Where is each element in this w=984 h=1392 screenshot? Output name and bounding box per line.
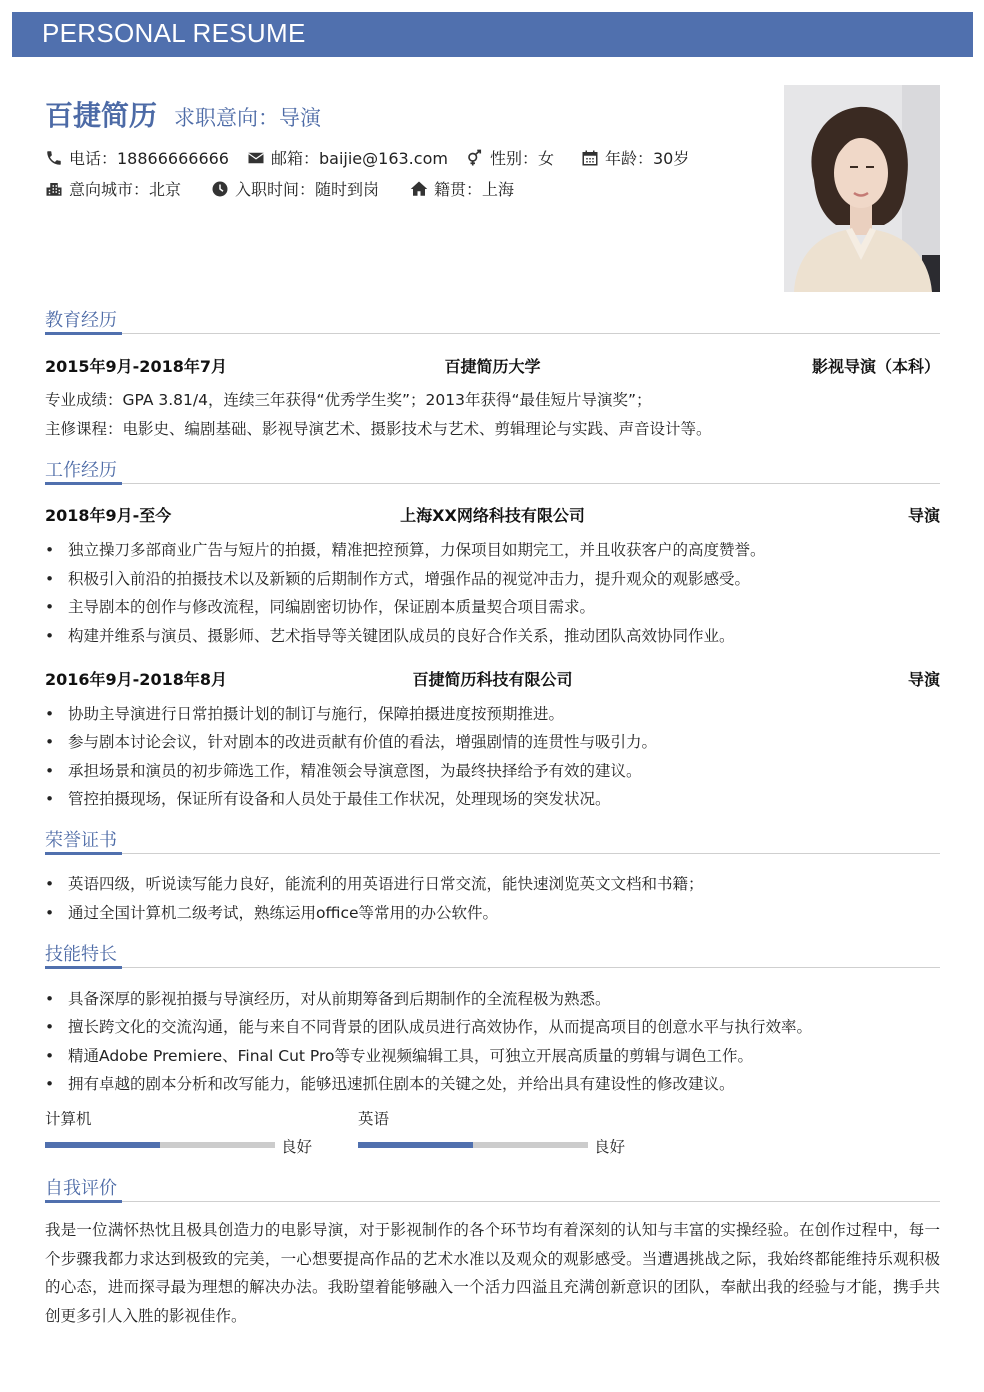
skill-bar (358, 1142, 588, 1148)
banner-title: PERSONAL RESUME (42, 18, 306, 48)
age-info (581, 146, 689, 169)
education-section-title: 教育经历 (45, 310, 117, 331)
job-role: 导演 (907, 506, 940, 525)
list-item: • 协助主导演进行日常拍摄计划的制订与施行，保障拍摄进度按预期推进。 (45, 705, 565, 723)
skill-bar-fill (358, 1142, 473, 1148)
age-text: 年龄：30岁 (605, 149, 690, 168)
list-item: • 积极引入前沿的拍摄技术以及新颖的后期制作方式，增强作品的视觉冲击力，提升观众的观影感受。 (45, 570, 751, 588)
skill-bar (45, 1142, 275, 1148)
calendar-icon (581, 149, 599, 167)
education-school: 百捷简历大学 (444, 357, 541, 376)
gender-info (466, 146, 554, 169)
job-period: 2016年9月-2018年8月 (45, 670, 227, 689)
header-banner (12, 12, 973, 57)
gender-icon (466, 149, 484, 167)
skills-accent-bar (45, 966, 122, 969)
job-row (45, 503, 940, 527)
self-section-title: 自我评价 (45, 1178, 117, 1199)
education-accent-bar (45, 332, 122, 335)
skills-section-title: 技能特长 (45, 944, 117, 965)
education-major: 影视导演（本科） (811, 357, 940, 376)
self-divider (45, 1201, 940, 1202)
skill-level: 良好 (594, 1138, 626, 1156)
list-item: • 拥有卓越的剧本分析和改写能力，能够迅速抓住剧本的关键之处，并给出具有建设性的修改建议。 (45, 1075, 735, 1093)
education-detail: 主修课程：电影史、编剧基础、影视导演艺术、摄影技术与艺术、剪辑理论与实践、声音设计等。 (45, 420, 712, 438)
work-accent-bar (45, 482, 122, 485)
city-icon (45, 180, 63, 198)
city-info (45, 177, 181, 200)
list-item: • 通过全国计算机二级考试，熟练运用office等常用的办公软件。 (45, 904, 499, 922)
job-company: 上海XX网络科技有限公司 (400, 506, 585, 525)
clock-icon (211, 180, 229, 198)
list-item: • 承担场景和演员的初步筛选工作，精准领会导演意图，为最终抉择给予有效的建议。 (45, 762, 642, 780)
mail-icon (247, 149, 265, 167)
honors-divider (45, 853, 940, 854)
list-item: • 擅长跨文化的交流沟通，能与来自不同背景的团队成员进行高效协作，从而提高项目的创意水平与执行效率。 (45, 1018, 813, 1036)
education-detail: 专业成绩：GPA 3.81/4，连续三年获得“优秀学生奖”；2013年获得“最佳短片导演奖”； (45, 391, 652, 409)
email-info (247, 146, 448, 169)
list-item: • 独立操刀多部商业广告与短片的拍摄，精准把控预算，力保项目如期完工，并且收获客户的高度赞誉。 (45, 541, 766, 559)
list-item: • 具备深厚的影视拍摄与导演经历，对从前期筹备到后期制作的全流程极为熟悉。 (45, 990, 611, 1008)
honors-section-title: 荣誉证书 (45, 830, 117, 851)
education-period: 2015年9月-2018年7月 (45, 357, 227, 376)
phone-text: 电话：18866666666 (69, 149, 229, 168)
email-text: 邮箱：baijie@163.com (271, 149, 448, 168)
hometown-text: 籍贯：上海 (434, 180, 515, 199)
hometown-info (410, 177, 514, 200)
job-role: 导演 (907, 670, 940, 689)
skill-level: 良好 (281, 1138, 313, 1156)
job-row (45, 667, 940, 691)
profile-photo (784, 85, 940, 292)
list-item: • 管控拍摄现场，保证所有设备和人员处于最佳工作状况，处理现场的突发状况。 (45, 790, 611, 808)
education-row (45, 354, 940, 378)
honors-accent-bar (45, 852, 122, 855)
list-item: • 主导剧本的创作与修改流程，同编剧密切协作，保证剧本质量契合项目需求。 (45, 598, 596, 616)
list-item: • 参与剧本讨论会议，针对剧本的改进贡献有价值的看法，增强剧情的连贯性与吸引力。 (45, 733, 658, 751)
phone-info (45, 146, 229, 169)
job-period: 2018年9月-至今 (45, 506, 172, 525)
skill-bar-fill (45, 1142, 160, 1148)
start-text: 入职时间：随时到岗 (235, 180, 380, 199)
skill-name: 计算机 (45, 1110, 92, 1128)
job-company: 百捷简历科技有限公司 (412, 670, 573, 689)
city-text: 意向城市：北京 (69, 180, 182, 199)
work-divider (45, 483, 940, 484)
candidate-name: 百捷简历 (45, 99, 158, 132)
phone-icon (45, 149, 63, 167)
list-item: • 精通Adobe Premiere、Final Cut Pro等专业视频编辑工具，可独立开展高质量的剪辑与调色工作。 (45, 1047, 753, 1065)
home-icon (410, 180, 428, 198)
skill-name: 英语 (358, 1110, 390, 1128)
start-info (211, 177, 379, 200)
list-item: • 构建并维系与演员、摄影师、艺术指导等关键团队成员的良好合作关系，推动团队高效协同作业。 (45, 627, 735, 645)
education-divider (45, 333, 940, 334)
self-evaluation-text: 我是一位满怀热忱且极具创造力的电影导演，对于影视制作的各个环节均有着深刻的认知与丰富的实操经验。在创作过程中，每一个步骤我都力求达到极致的完美，一心想要提高作品的艺术水准以及观众的观影感受。当遭遇挑战之际，我始终都能维持乐观积极的心态，进而探寻最为理想的解决办法。我盼望着能够融入一个活力四溢且充满创新意识的团队，奉献出我的经验与才能，携手共创更多引人入胜的影视佳作。 (45, 1221, 940, 1325)
skills-divider (45, 967, 940, 968)
list-item: • 英语四级，听说读写能力良好，能流利的用英语进行日常交流，能快速浏览英文文档和书籍； (45, 875, 704, 893)
job-intent: 求职意向：导演 (174, 106, 321, 130)
gender-text: 性别：女 (490, 149, 555, 168)
work-section-title: 工作经历 (45, 460, 117, 481)
self-accent-bar (45, 1200, 122, 1203)
